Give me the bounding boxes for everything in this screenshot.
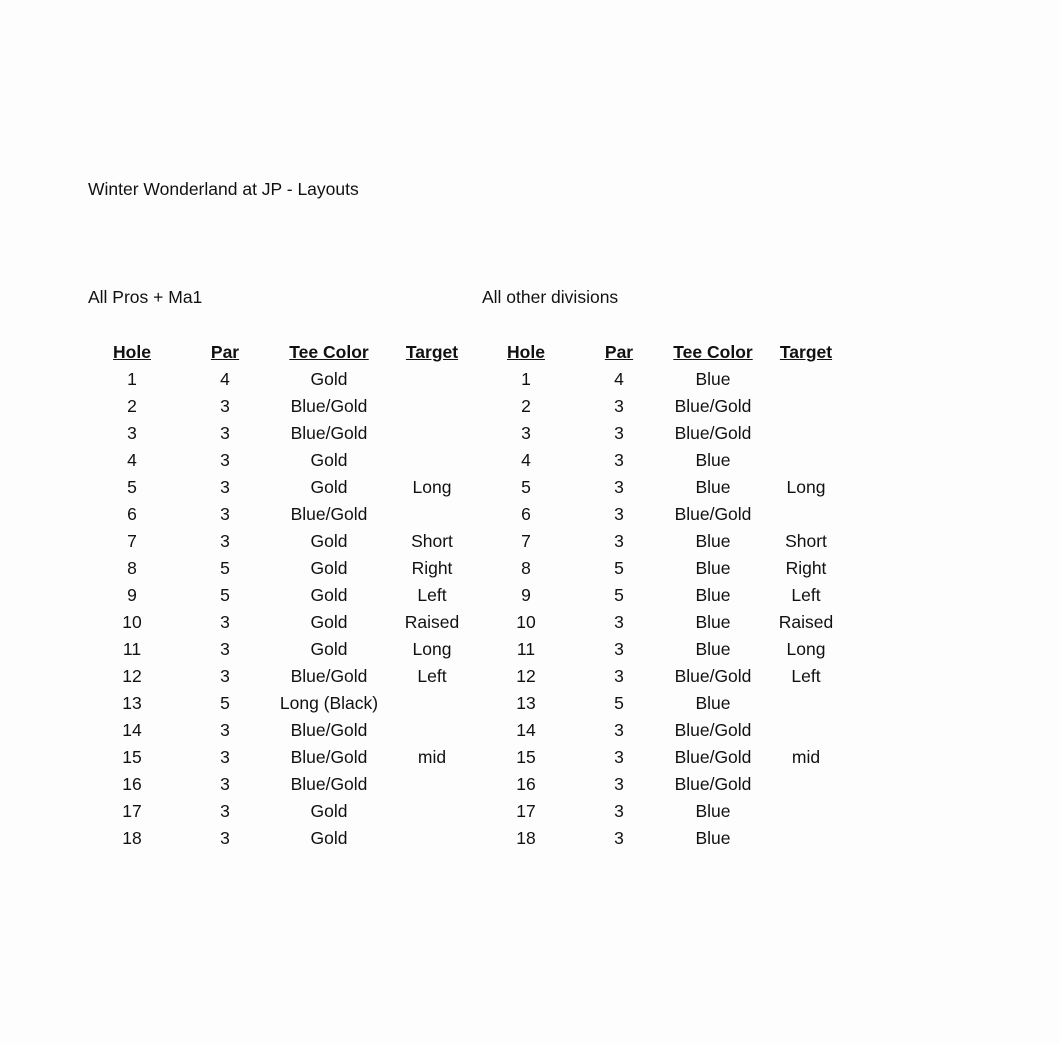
cell-tee-color: Blue <box>695 585 731 605</box>
column-header-tee-color: Tee Color <box>673 342 753 362</box>
cell-hole: 16 <box>122 774 142 794</box>
cell-hole: 11 <box>516 639 536 659</box>
cell-target: Left <box>417 585 447 605</box>
cell-par: 3 <box>220 612 230 632</box>
cell-par: 3 <box>614 504 624 524</box>
cell-par: 3 <box>614 423 624 443</box>
cell-hole: 9 <box>521 585 531 605</box>
cell-target: Long <box>412 477 452 497</box>
cell-hole: 1 <box>127 369 137 389</box>
cell-par: 3 <box>220 720 230 740</box>
cell-tee-color: Blue <box>695 828 731 848</box>
cell-par: 3 <box>220 477 230 497</box>
cell-tee-color: Blue/Gold <box>674 720 752 740</box>
cell-tee-color: Gold <box>310 801 348 821</box>
cell-target: mid <box>417 747 447 767</box>
cell-hole: 2 <box>127 396 137 416</box>
cell-target: Left <box>791 585 821 605</box>
cell-tee-color: Blue/Gold <box>674 423 752 443</box>
cell-par: 3 <box>220 504 230 524</box>
column-header-par: Par <box>210 342 240 362</box>
cell-target: Raised <box>404 612 460 632</box>
cell-par: 3 <box>220 396 230 416</box>
cell-tee-color: Blue <box>695 450 731 470</box>
cell-par: 3 <box>220 828 230 848</box>
cell-target: Raised <box>778 612 834 632</box>
cell-hole: 6 <box>521 504 531 524</box>
cell-tee-color: Blue/Gold <box>290 747 368 767</box>
cell-target: Right <box>411 558 453 578</box>
cell-tee-color: Blue/Gold <box>674 396 752 416</box>
cell-hole: 18 <box>122 828 142 848</box>
cell-target: Right <box>785 558 827 578</box>
cell-hole: 9 <box>127 585 137 605</box>
cell-hole: 18 <box>516 828 536 848</box>
cell-target: Left <box>791 666 821 686</box>
cell-tee-color: Gold <box>310 558 348 578</box>
cell-par: 3 <box>614 774 624 794</box>
cell-par: 5 <box>220 558 230 578</box>
column-header-tee-color: Tee Color <box>289 342 369 362</box>
cell-tee-color: Gold <box>310 828 348 848</box>
cell-hole: 10 <box>516 612 536 632</box>
cell-par: 3 <box>614 396 624 416</box>
cell-par: 5 <box>220 585 230 605</box>
cell-par: 3 <box>220 666 230 686</box>
column-header-target: Target <box>405 342 459 362</box>
cell-par: 3 <box>614 747 624 767</box>
column-header-hole: Hole <box>507 342 545 362</box>
cell-hole: 10 <box>122 612 142 632</box>
cell-hole: 1 <box>521 369 531 389</box>
cell-hole: 14 <box>122 720 142 740</box>
cell-hole: 12 <box>516 666 536 686</box>
cell-tee-color: Blue <box>695 801 731 821</box>
cell-tee-color: Blue/Gold <box>674 666 752 686</box>
cell-tee-color: Blue/Gold <box>674 504 752 524</box>
cell-tee-color: Blue/Gold <box>290 504 368 524</box>
cell-tee-color: Blue/Gold <box>290 666 368 686</box>
cell-tee-color: Blue/Gold <box>290 774 368 794</box>
cell-tee-color: Blue <box>695 531 731 551</box>
cell-hole: 2 <box>521 396 531 416</box>
cell-target: Short <box>785 531 827 551</box>
cell-tee-color: Blue <box>695 612 731 632</box>
cell-hole: 5 <box>521 477 531 497</box>
cell-par: 3 <box>614 720 624 740</box>
cell-par: 3 <box>614 666 624 686</box>
column-header-hole: Hole <box>113 342 151 362</box>
cell-par: 5 <box>614 558 624 578</box>
cell-tee-color: Gold <box>310 369 348 389</box>
cell-hole: 3 <box>127 423 137 443</box>
cell-hole: 16 <box>516 774 536 794</box>
cell-target: Long <box>786 477 826 497</box>
document-title: Winter Wonderland at JP - Layouts <box>88 179 359 199</box>
cell-target: Short <box>411 531 453 551</box>
cell-hole: 14 <box>516 720 536 740</box>
cell-hole: 3 <box>521 423 531 443</box>
cell-hole: 4 <box>127 450 137 470</box>
cell-par: 5 <box>614 693 624 713</box>
cell-tee-color: Blue/Gold <box>290 396 368 416</box>
cell-hole: 13 <box>516 693 536 713</box>
cell-par: 3 <box>614 531 624 551</box>
cell-par: 4 <box>614 369 624 389</box>
cell-tee-color: Blue <box>695 369 731 389</box>
cell-tee-color: Gold <box>310 450 348 470</box>
cell-par: 3 <box>614 639 624 659</box>
column-header-target: Target <box>779 342 833 362</box>
cell-hole: 7 <box>521 531 531 551</box>
cell-par: 5 <box>220 693 230 713</box>
cell-par: 3 <box>220 747 230 767</box>
cell-tee-color: Blue <box>695 639 731 659</box>
cell-tee-color: Long (Black) <box>279 693 379 713</box>
cell-hole: 5 <box>127 477 137 497</box>
cell-target: Long <box>786 639 826 659</box>
cell-tee-color: Gold <box>310 612 348 632</box>
cell-tee-color: Gold <box>310 477 348 497</box>
cell-par: 3 <box>220 774 230 794</box>
cell-hole: 7 <box>127 531 137 551</box>
cell-par: 3 <box>220 801 230 821</box>
cell-tee-color: Blue/Gold <box>290 720 368 740</box>
cell-tee-color: Blue/Gold <box>290 423 368 443</box>
cell-par: 3 <box>614 801 624 821</box>
cell-hole: 8 <box>127 558 137 578</box>
cell-target: Left <box>417 666 447 686</box>
cell-par: 3 <box>614 612 624 632</box>
cell-par: 5 <box>614 585 624 605</box>
cell-tee-color: Blue <box>695 558 731 578</box>
cell-tee-color: Gold <box>310 585 348 605</box>
cell-tee-color: Blue <box>695 693 731 713</box>
cell-tee-color: Blue/Gold <box>674 774 752 794</box>
cell-tee-color: Gold <box>310 531 348 551</box>
cell-par: 3 <box>220 450 230 470</box>
cell-hole: 8 <box>521 558 531 578</box>
cell-target: Long <box>412 639 452 659</box>
column-header-par: Par <box>604 342 634 362</box>
cell-target: mid <box>791 747 821 767</box>
cell-hole: 13 <box>122 693 142 713</box>
cell-par: 3 <box>614 828 624 848</box>
cell-hole: 15 <box>516 747 536 767</box>
cell-hole: 4 <box>521 450 531 470</box>
cell-par: 3 <box>220 423 230 443</box>
cell-par: 3 <box>220 531 230 551</box>
cell-par: 3 <box>614 450 624 470</box>
cell-hole: 12 <box>122 666 142 686</box>
cell-par: 3 <box>220 639 230 659</box>
cell-tee-color: Blue <box>695 477 731 497</box>
cell-hole: 11 <box>122 639 142 659</box>
cell-par: 4 <box>220 369 230 389</box>
cell-par: 3 <box>614 477 624 497</box>
pros-table-label: All Pros + Ma1 <box>88 287 203 307</box>
cell-hole: 17 <box>122 801 142 821</box>
cell-tee-color: Gold <box>310 639 348 659</box>
other-divisions-table-label: All other divisions <box>482 287 619 307</box>
cell-hole: 15 <box>122 747 142 767</box>
cell-tee-color: Blue/Gold <box>674 747 752 767</box>
cell-hole: 6 <box>127 504 137 524</box>
cell-hole: 17 <box>516 801 536 821</box>
